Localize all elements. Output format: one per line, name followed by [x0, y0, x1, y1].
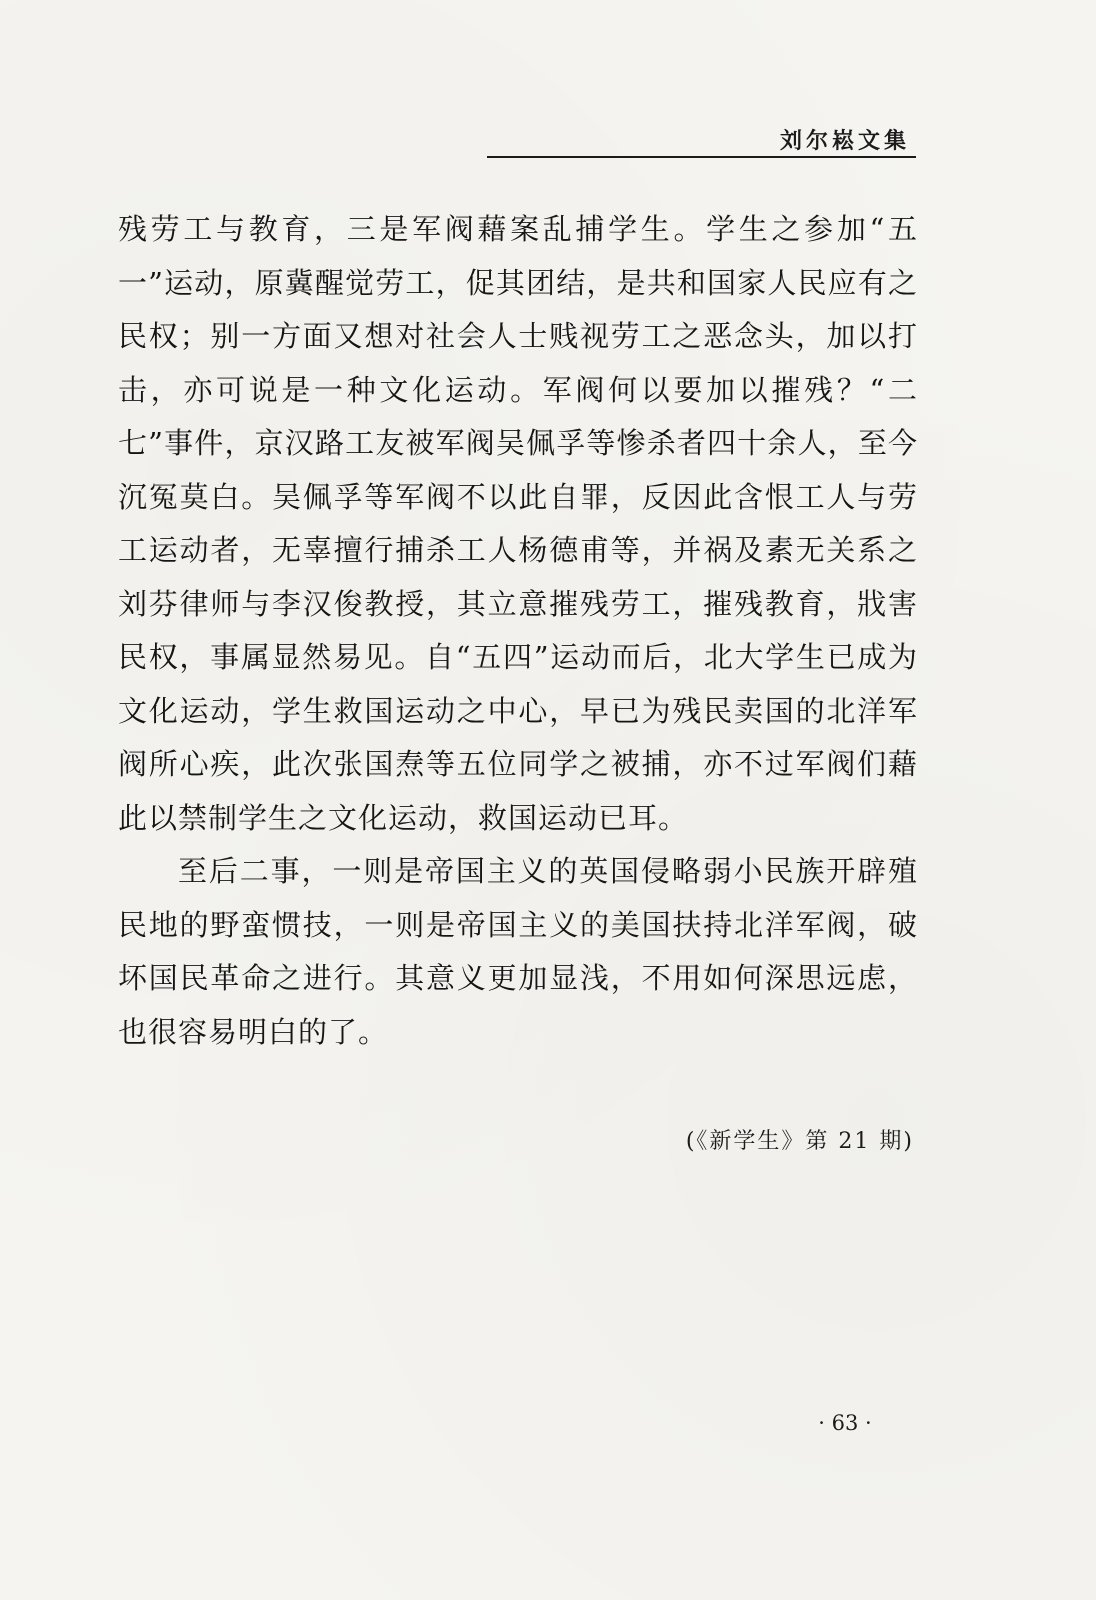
source-citation: (《新学生》第 21 期)	[685, 1129, 914, 1154]
header-rule	[487, 156, 916, 158]
paragraph-1: 残劳工与教育，三是军阀藉案乱捕学生。学生之参加“五一”运动，原冀醒觉劳工，促其团结，是共和国家人民应有之民权；别一方面又想对社会人士贱视劳工之恶念头，加以打击，亦可说是一种文化运动。军阀何以要加以摧残？“二七”事件，京汉路工友被军阀吴佩孚等惨杀者四十余人，至今沉冤莫白。吴佩孚等军阀不以此自罪，反因此含恨工人与劳工运动者，无辜擅行捕杀工人杨德甫等，并祸及素无关系之刘芬律师与李汉俊教授，其立意摧残劳工，摧残教育，戕害民权，事属显然易见。自“五四”运动而后，北大学生已成为文化运动，学生救国运动之中心，早已为残民卖国的北洋军阀所心疾，此次张国焘等五位同学之被捕，亦不过军阀们藉此以禁制学生之文化运动，救国运动已耳。	[118, 212, 918, 835]
running-header-title: 刘尔崧文集	[779, 128, 910, 154]
main-text	[118, 203, 918, 1059]
paragraph-2: 至后二事，一则是帝国主义的英国侵略弱小民族开辟殖民地的野蛮惯技，一则是帝国主义的美国扶持北洋军阀，破坏国民革命之进行。其意义更加显浅，不用如何深思远虑，也很容易明白的了。	[118, 854, 918, 1049]
page-number: · 63 ·	[818, 1411, 872, 1435]
